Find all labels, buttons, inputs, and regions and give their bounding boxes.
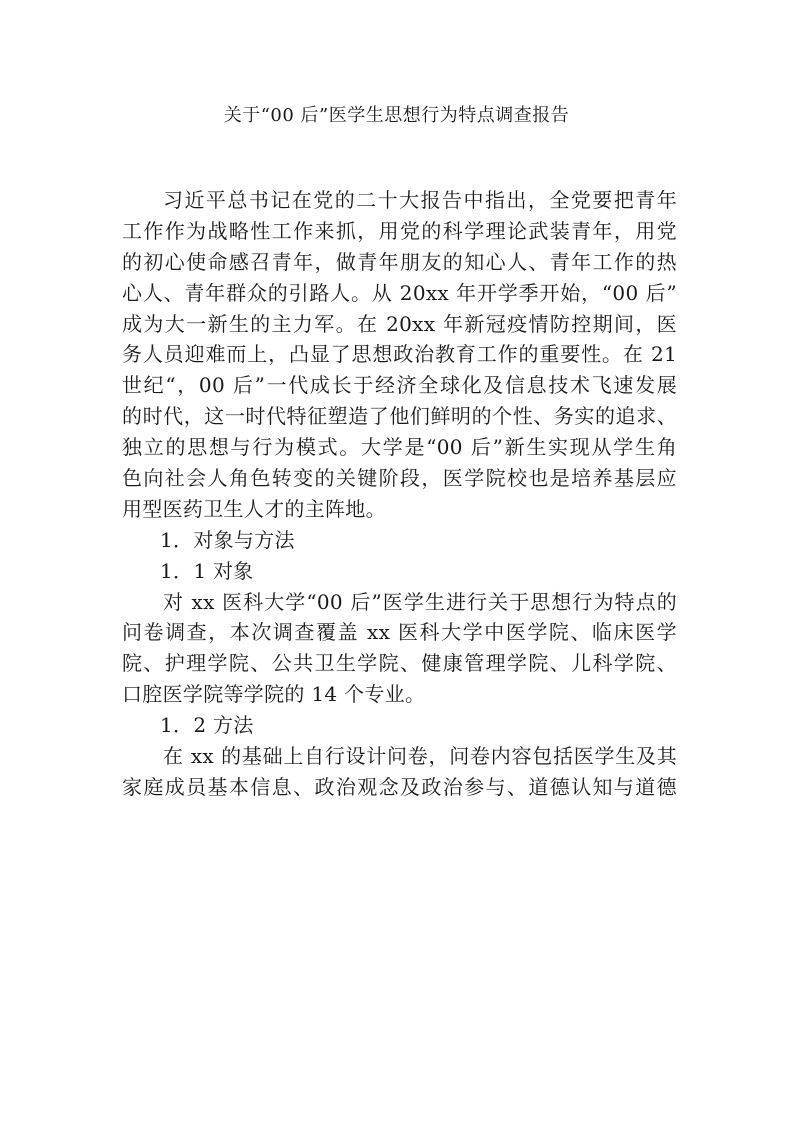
paragraph-methods xyxy=(122,741,677,803)
text-line: 院、护理学院、公共卫生学院、健康管理学院、儿科学院、 xyxy=(122,651,677,676)
text-line: 色向社会人角色转变的关键阶段，医学院校也是培养基层应 xyxy=(122,466,677,491)
text-line: 成为大一新生的主力军。在 20xx 年新冠疫情防控期间，医 xyxy=(122,311,677,336)
section-heading: 1．对象与方法 xyxy=(160,527,295,552)
text-line: 在 xx 的基础上自行设计问卷，问卷内容包括医学生及其 xyxy=(163,744,677,769)
document-title: 关于“00 后”医学生思想行为特点调查报告 xyxy=(223,105,570,126)
subsection-heading: 1．2 方法 xyxy=(160,713,254,738)
text-line: 口腔医学院等学院的 14 个专业。 xyxy=(122,682,426,707)
text-line: 家庭成员基本信息、政治观念及政治参与、道德认知与道德 xyxy=(122,774,677,799)
text-line: 用型医药卫生人才的主阵地。 xyxy=(122,496,386,521)
text-line: 工作作为战略性工作来抓，用党的科学理论武装青年，用党 xyxy=(122,218,677,243)
text-line: 的初心使命感召青年，做青年朋友的知心人、青年工作的热 xyxy=(122,249,677,274)
subsection-heading: 1．1 对象 xyxy=(160,558,254,583)
paragraph-subjects xyxy=(122,587,677,711)
document-body xyxy=(122,185,677,803)
text-line: 务人员迎难而上，凸显了思想政治教育工作的重要性。在 21 xyxy=(122,342,677,367)
text-line: 习近平总书记在党的二十大报告中指出，全党要把青年 xyxy=(163,188,677,212)
text-line: 心人、青年群众的引路人。从 20xx 年开学季开始，“00 后” xyxy=(122,280,677,305)
text-line: 世纪“，00 后”一代成长于经济全球化及信息技术飞速发展 xyxy=(122,373,677,398)
text-line: 对 xx 医科大学“00 后”医学生进行关于思想行为特点的 xyxy=(163,589,677,614)
text-line: 的时代，这一时代特征塑造了他们鲜明的个性、务实的追求、 xyxy=(122,404,677,429)
text-line: 独立的思想与行为模式。大学是“00 后”新生实现从学生角 xyxy=(122,435,677,460)
text-line: 问卷调查，本次调查覆盖 xx 医科大学中医学院、临床医学 xyxy=(122,620,677,645)
paragraph-intro xyxy=(122,185,677,525)
